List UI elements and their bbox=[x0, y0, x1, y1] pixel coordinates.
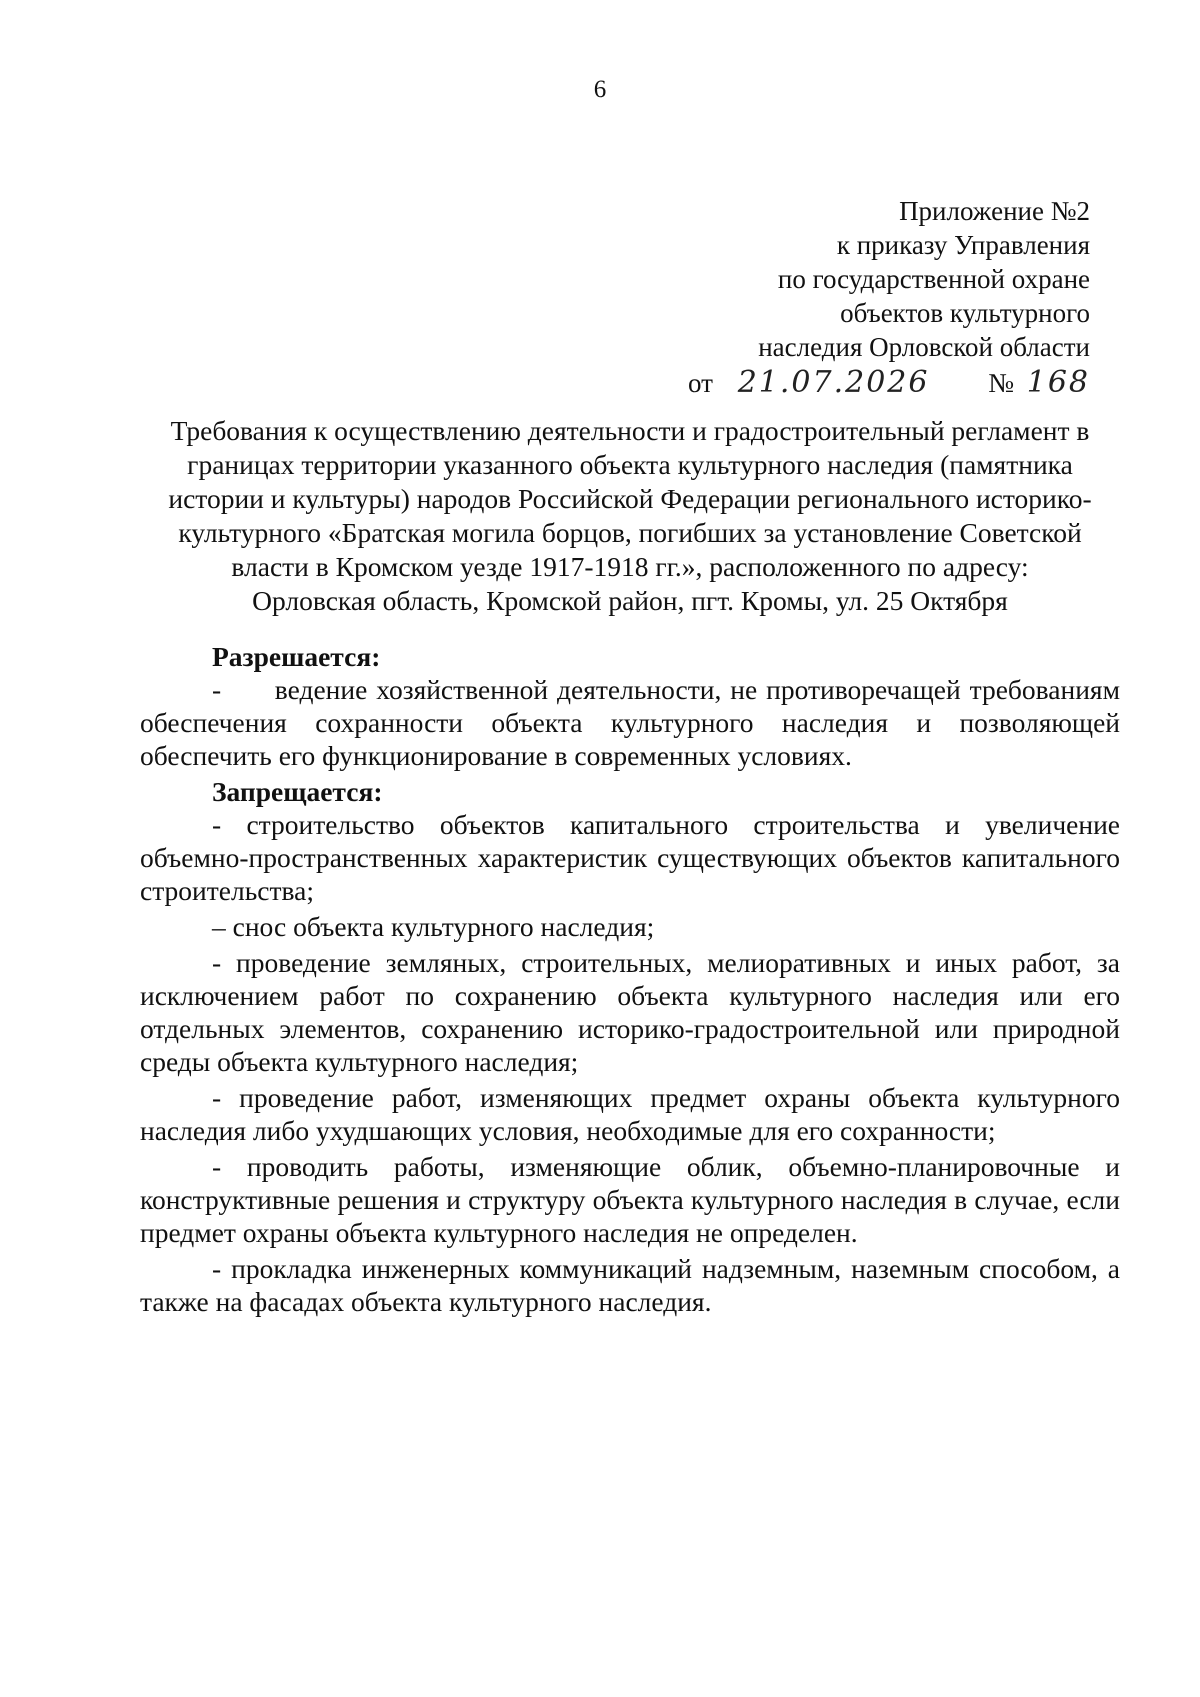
title-line: Орловская область, Кромской район, пгт. Кромы, ул. 25 Октября bbox=[252, 585, 1008, 616]
allowed-item: - ведение хозяйственной деятельности, не противоречащей требованиям обеспечения сохранности объекта культурного наследия и позволяющей обеспечить его функционирование в современных условиях. bbox=[140, 674, 1120, 771]
appendix-line: Приложение №2 bbox=[899, 196, 1090, 226]
title-line: культурного «Братская могила борцов, погибших за установление Советской bbox=[178, 517, 1082, 548]
prohibited-item: - прокладка инженерных коммуникаций надземным, наземным способом, а также на фасадах объекта культурного наследия. bbox=[140, 1253, 1120, 1317]
handwritten-date: 21.07.2026 bbox=[737, 365, 930, 400]
title-line: границах территории указанного объекта культурного наследия (памятника bbox=[187, 449, 1073, 480]
prohibited-item: - проведение земляных, строительных, мелиоративных и иных работ, за исключением работ по сохранению объекта культурного наследия или его отдельных элементов, сохранению историко-градостроительной или природной среды объекта культурного наследия; bbox=[140, 947, 1120, 1077]
allowed-heading: Разрешается: bbox=[212, 641, 381, 672]
prohibited-heading: Запрещается: bbox=[212, 776, 383, 807]
handwritten-number: 168 bbox=[1026, 365, 1090, 400]
document-title bbox=[140, 414, 1120, 618]
prohibited-item: - проведение работ, изменяющих предмет охраны объекта культурного наследия либо ухудшающих условия, необходимые для его сохранности; bbox=[140, 1082, 1120, 1146]
prohibited-item: – снос объекта культурного наследия; bbox=[212, 911, 655, 942]
title-line: власти в Кромском уезде 1917-1918 гг.», расположенного по адресу: bbox=[231, 551, 1029, 582]
page-number: 6 bbox=[593, 76, 607, 103]
appendix-header bbox=[530, 194, 1090, 400]
title-line: истории и культуры) народов Российской Федерации регионального историко- bbox=[168, 483, 1092, 514]
order-date-number-line bbox=[530, 366, 1090, 400]
prohibited-item: - проводить работы, изменяющие облик, объемно-планировочные и конструктивные решения и структуру объекта культурного наследия в случае, если предмет охраны объекта культурного наследия не определен. bbox=[140, 1151, 1120, 1248]
appendix-line: наследия Орловской области bbox=[758, 332, 1090, 362]
title-line: Требования к осуществлению деятельности и градостроительный регламент в bbox=[170, 415, 1090, 446]
document-body bbox=[140, 640, 1120, 1321]
appendix-line: по государственной охране bbox=[777, 264, 1090, 294]
prohibited-item: - строительство объектов капитального строительства и увеличение объемно-пространственных характеристик существующих объектов капитального строительства; bbox=[140, 809, 1120, 906]
appendix-line: к приказу Управления bbox=[836, 230, 1090, 260]
number-prefix: № bbox=[988, 368, 1014, 398]
date-prefix: от bbox=[687, 368, 713, 398]
appendix-line: объектов культурного bbox=[840, 298, 1090, 328]
